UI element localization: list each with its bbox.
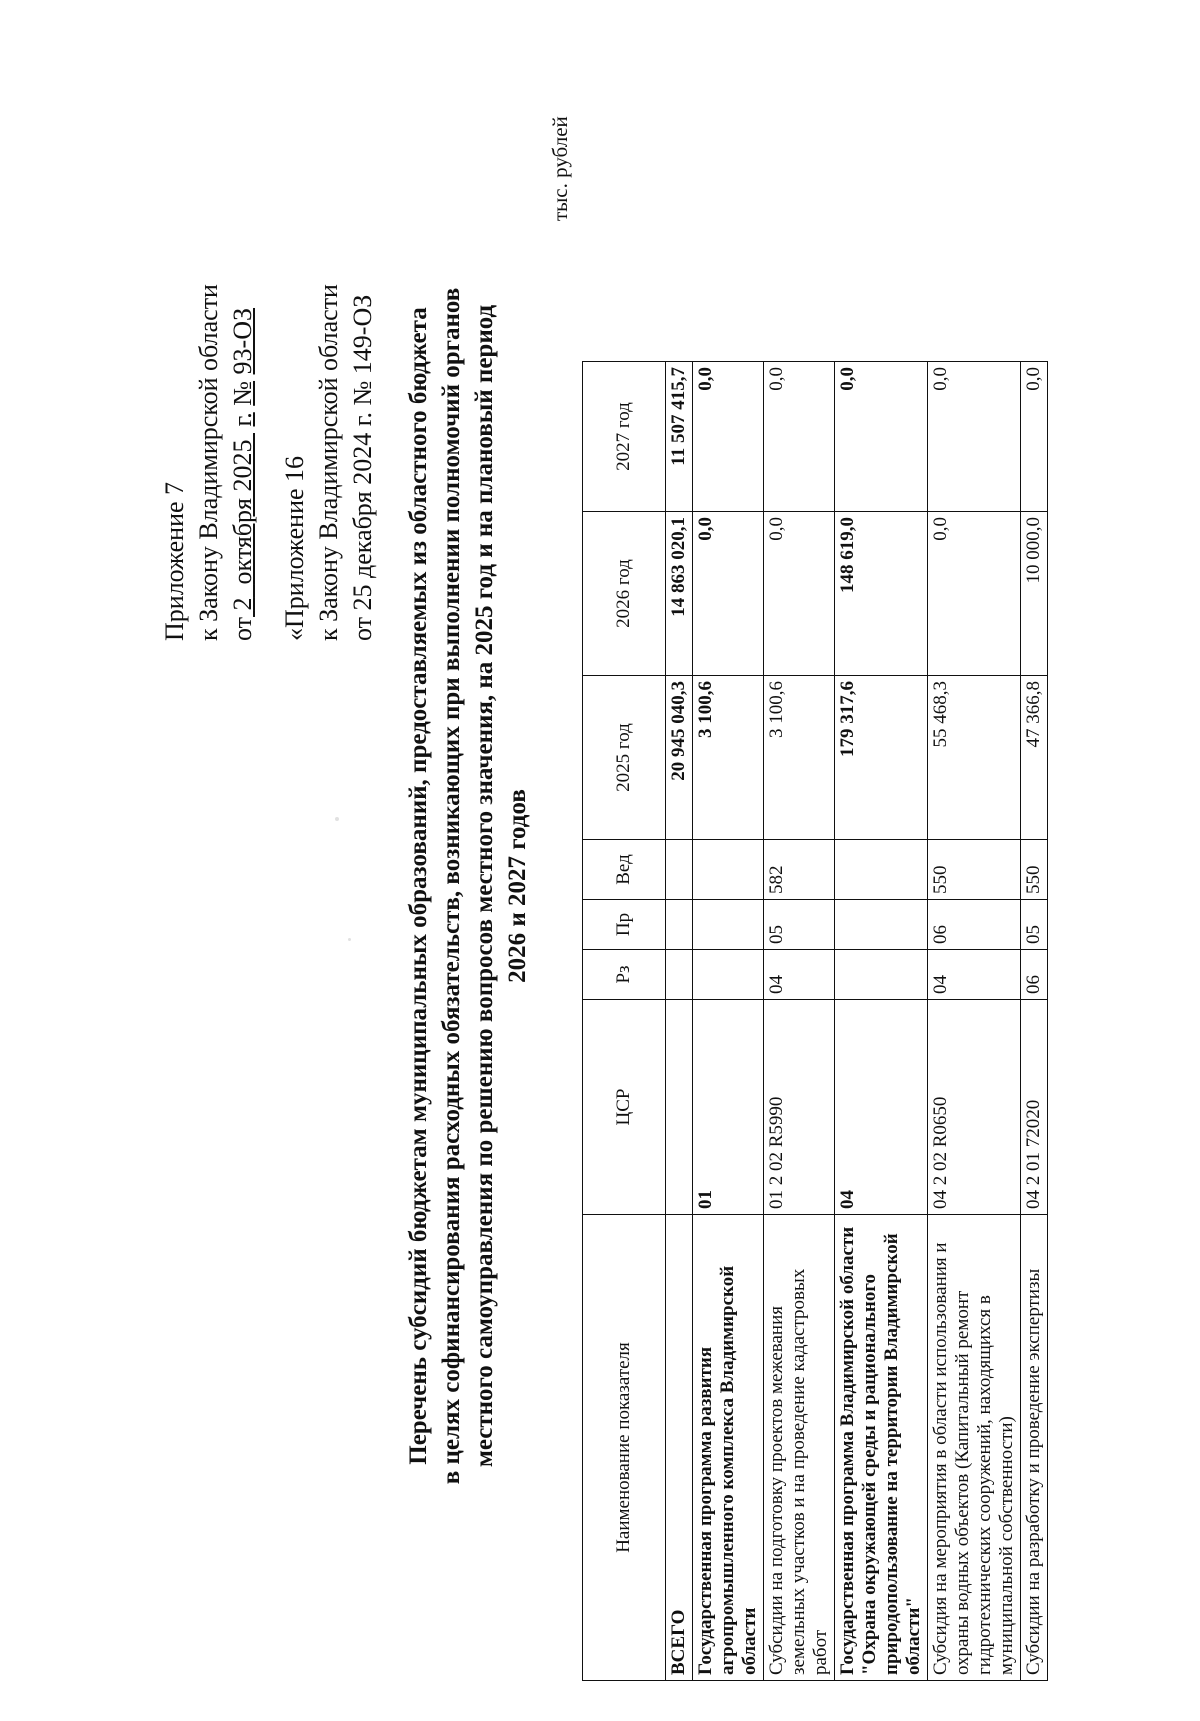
table-row: ВСЕГО 20 945 040,3 14 863 020,1 11 507 415,7 (666, 362, 693, 1681)
appendix-prev-law: к Закону Владимирской области (314, 284, 343, 641)
appendix-block (158, 121, 380, 641)
document-heading: Перечень субсидий бюджетам муниципальных образований, предоставляемых из областного бюджета в целях софинансирования расходных обязательств, возникающих при выполнении полномочий органов местного самоуправления по решению вопросов местного значения, на 2025 год и на плановый период 2026 и 2027 годов (405, 287, 531, 1485)
header-2027: 2027 год (583, 362, 666, 512)
header-csr: ЦСР (583, 1000, 666, 1215)
header-rz: Рз (583, 950, 666, 1000)
header-ved: Вед (583, 840, 666, 900)
table-row: Субсидии на разработку и проведение экспертизы 04 2 01 72020 06 05 550 47 366,8 10 000,0 0,0 (1021, 362, 1048, 1681)
table-row: Государственная программа развития агропромышленного комплекса Владимирской области 01 3 100,6 0,0 0,0 (693, 362, 764, 1681)
header-2025: 2025 год (583, 676, 666, 840)
header-2026: 2026 год (583, 512, 666, 676)
table-row: Государственная программа Владимирской области "Охрана окружающей среды и рационального природопользование на территории Владимирской области" 04 179 317,6 148 619,0 0,0 (835, 362, 928, 1681)
table-row: Субсидии на подготовку проектов межевания земельных участков и на проведение кадастровых работ 01 2 02 R5990 04 05 582 3 100,6 0,0 0,0 (764, 362, 835, 1681)
appendix-prev-date: от 25 декабря 2024 г. № 149-ОЗ (348, 294, 377, 641)
appendix-title: Приложение 7 (160, 481, 189, 641)
header-pr: Пр (583, 900, 666, 950)
appendix-law: к Закону Владимирской области (194, 284, 223, 641)
units-label: тыс. рублей (548, 116, 572, 221)
appendix-date: от 2 октября 2025 г. № 93-ОЗ (228, 307, 257, 641)
table-header-row (583, 362, 666, 1681)
scan-speck (335, 817, 339, 821)
subsidies-table (582, 361, 1048, 1681)
header-name: Наименование показателя (583, 1215, 666, 1681)
scan-speck (348, 938, 351, 941)
table-row: Субсидия на мероприятия в области использования и охраны водных объектов (Капитальный ремонт гидротехнических сооружений, находящихся в муниципальной собственности) 04 2 02 R0650 04 06 550 55 468,3 0,0 0,0 (928, 362, 1021, 1681)
appendix-prev-title: «Приложение 16 (280, 455, 309, 641)
